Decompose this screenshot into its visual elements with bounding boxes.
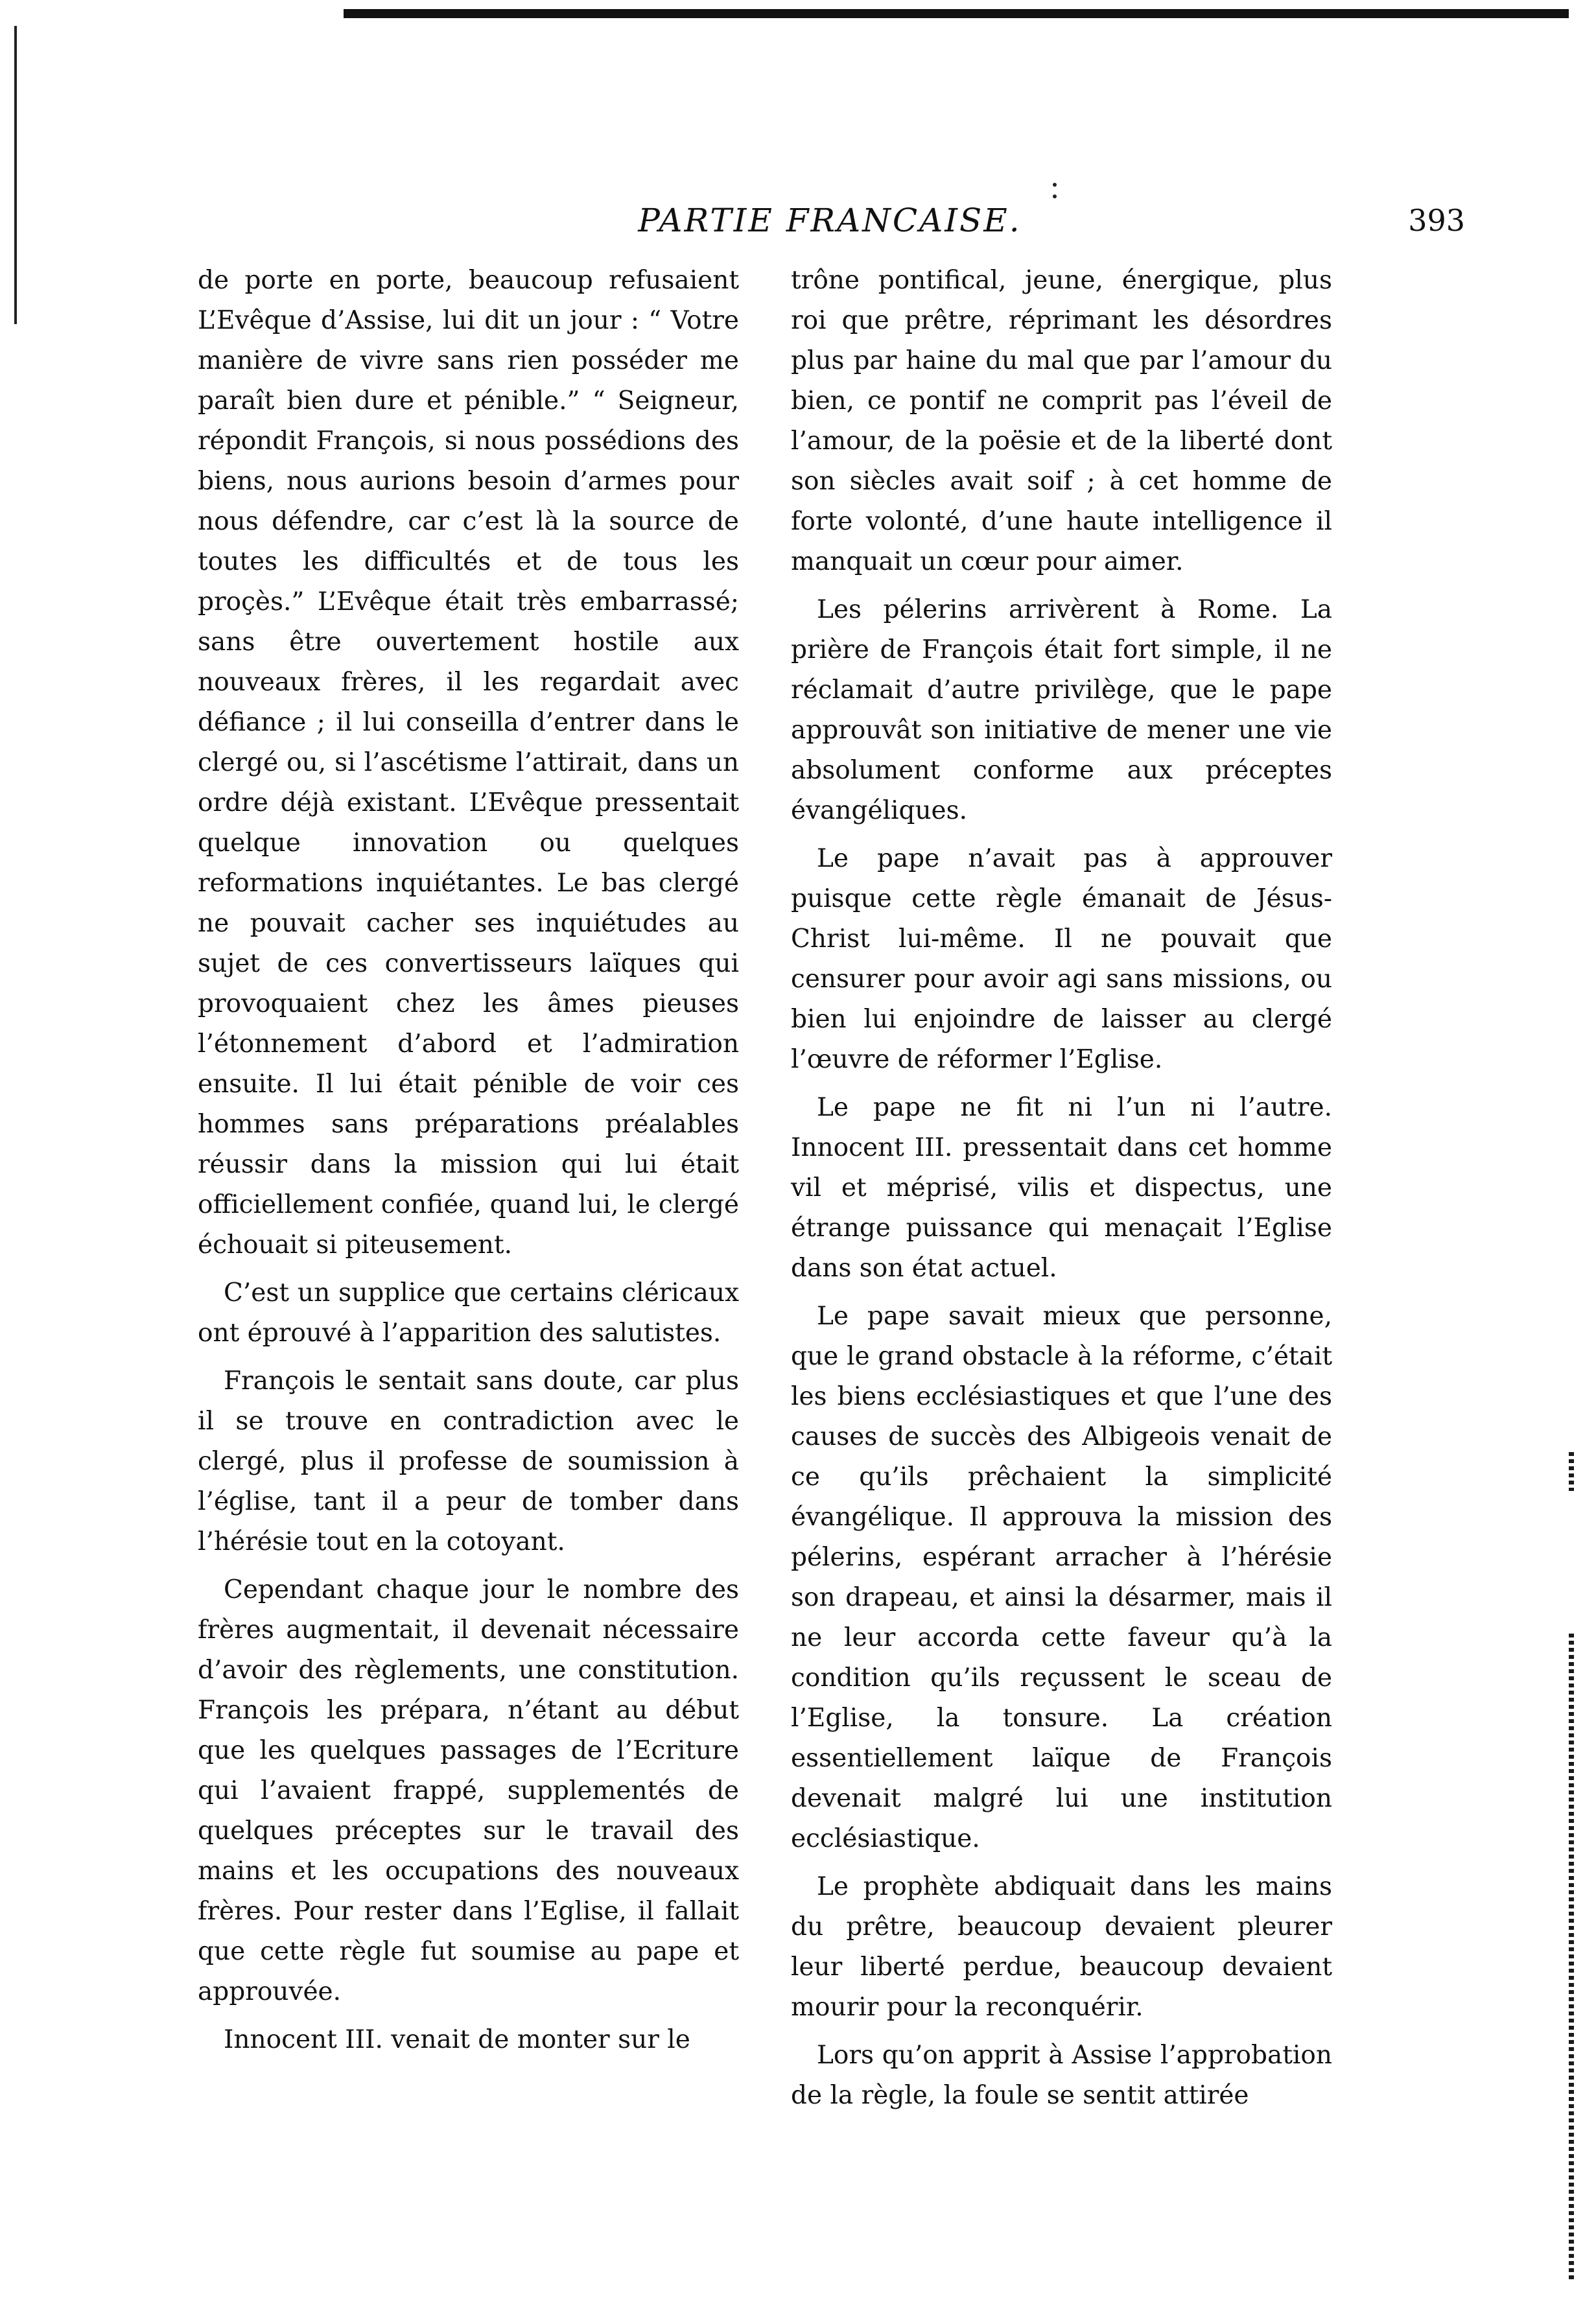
paragraph: Le pape savait mieux que personne, que le grand obstacle à la réforme, c’était les biens ecclésiastiques et que l’une des causes de succès des Albigeois venait de ce qu’ils prêchaient la simplicité évangélique. Il approuva la mission des pélerins, espérant arracher à l’hérésie son drapeau, et ainsi la désarmer, mais il ne leur accorda cette faveur qu’à la condition qu’ils reçussent le sceau de l’Eglise, la tonsure. La création essentiellement laïque de François devenait malgré lui une institution ecclésiastique. [791, 1302, 1332, 1853]
paragraph: Lors qu’on apprit à Assise l’approbation de la règle, la foule se sentit attirée [791, 2041, 1332, 2110]
paragraph: Le prophète abdiquait dans les mains du prêtre, beaucoup devaient pleurer leur liberté perdue, beaucoup devaient mourir pour la reconquérir. [791, 1872, 1332, 2022]
left-column [198, 261, 739, 2068]
running-head [0, 194, 1596, 246]
paragraph: C’est un supplice que certains cléricaux ont éprouvé à l’apparition des salutistes. [198, 1278, 739, 1348]
paragraph: Le pape n’avait pas à approuver puisque cette règle émanait de Jésus-Christ lui-même. Il ne pouvait que censurer pour avoir agi sans missions, ou bien lui enjoindre de laisser au clergé l’œuvre de réformer l’Eglise. [791, 844, 1332, 1074]
paragraph: François le sentait sans doute, car plus il se trouve en contradiction avec le clergé, plus il professe de soumission à l’église, tant il a peur de tomber dans l’hérésie tout en la cotoyant. [198, 1367, 739, 1556]
scan-left-edge-mark [14, 26, 17, 324]
right-column [791, 261, 1332, 2124]
scan-margin-speckle [1569, 1634, 1574, 2282]
paragraph: Les pélerins arrivèrent à Rome. La prière de François était fort simple, il ne réclamait d’autre privilège, que le pape approuvât son initiative de mener une vie absolument conforme aux préceptes évangéliques. [791, 595, 1332, 825]
paragraph: Le pape ne fit ni l’un ni l’autre. Innocent III. pressentait dans cet homme vil et méprisé, vilis et dispectus, une étrange puissance qui menaçait l’Eglise dans son état actuel. [791, 1093, 1332, 1283]
paragraph: de porte en porte, beaucoup refusaient L’Evêque d’Assise, lui dit un jour : “ Votre manière de vivre sans rien posséder me paraît bien dure et pénible.” “ Seigneur, répondit François, si nous possédions des biens, nous aurions besoin d’armes pour nous défendre, car c’est là la source de toutes les difficultés et de tous les proçès.” L’Evêque était très embarrassé; sans être ouvertement hostile aux nouveaux frères, il les regardait avec défiance ; il lui conseilla d’entrer dans le clergé ou, si l’ascétisme l’attirait, dans un ordre déjà existant. L’Evêque pressentait quelque innovation ou quelques reformations inquiétantes. Le bas clergé ne pouvait cacher ses inquiétudes au sujet de ces convertisseurs laïques qui provoquaient chez les âmes pieuses l’étonnement d’abord et l’admiration ensuite. Il lui était pénible de voir ces hommes sans préparations préalables réussir dans la mission qui lui était officiellement confiée, quand lui, le clergé échouait si piteusement. [198, 266, 739, 1260]
header-dot-ornament [1053, 183, 1057, 187]
scan-top-rule [344, 9, 1569, 18]
scan-margin-speckle [1569, 1452, 1574, 1491]
page-number: 393 [1408, 203, 1465, 238]
paragraph: Cependant chaque jour le nombre des frères augmentait, il devenait nécessaire d’avoir des règlements, une constitution. François les prépara, n’étant au début que les quelques passages de l’Ecriture qui l’avaient frappé, supplementés de quelques préceptes sur le travail des mains et les occupations des nouveaux frères. Pour rester dans l’Eglise, il fallait que cette règle fut soumise au pape et approuvée. [198, 1575, 739, 2006]
running-title: PARTIE FRANCAISE. [638, 202, 1022, 239]
paragraph: Innocent III. venait de monter sur le [224, 2025, 690, 2054]
paragraph: trône pontifical, jeune, énergique, plus roi que prêtre, réprimant les désordres plus par haine du mal que par l’amour du bien, ce pontif ne comprit pas l’éveil de l’amour, de la poësie et de la liberté dont son siècles avait soif ; à cet homme de forte volonté, d’une haute intelligence il manquait un cœur pour aimer. [791, 266, 1332, 576]
